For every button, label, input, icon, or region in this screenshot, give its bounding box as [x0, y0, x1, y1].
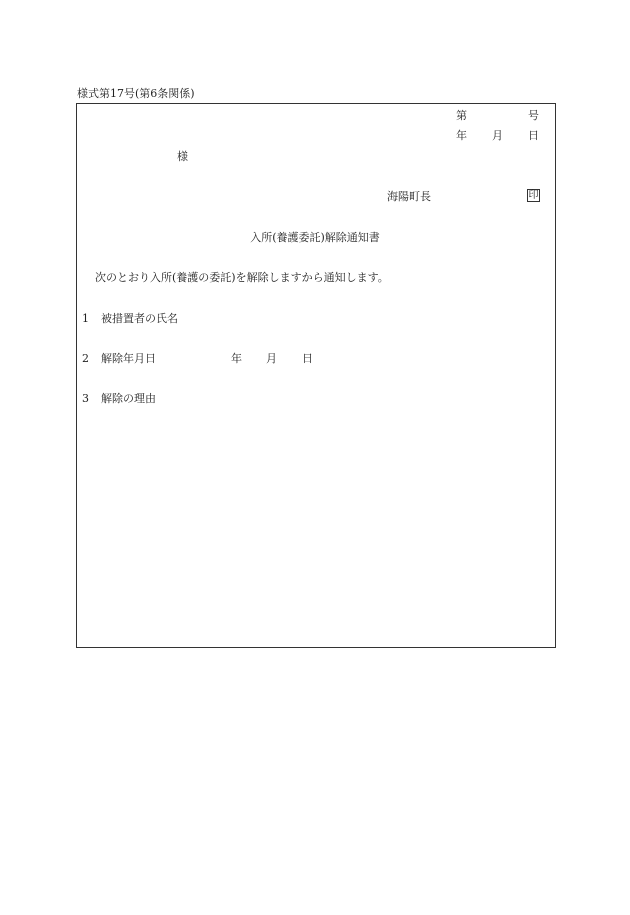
- recipient-honorific: 様: [177, 150, 188, 163]
- item-label-subject-name: 被措置者の氏名: [101, 312, 178, 325]
- issue-date-day: 日: [528, 129, 539, 142]
- item-label-release-reason: 解除の理由: [101, 392, 156, 405]
- issue-date-month: 月: [492, 129, 503, 142]
- document-title: 入所(養護委託)解除通知書: [250, 231, 380, 244]
- release-date-day: 日: [302, 352, 313, 365]
- issuer-title: 海陽町長: [387, 190, 431, 203]
- seal-stamp-box: 印: [528, 190, 539, 201]
- issue-date-year: 年: [456, 129, 467, 142]
- document-number-prefix: 第: [456, 109, 467, 122]
- document-number-suffix: 号: [528, 109, 539, 122]
- item-number-3: 3: [82, 392, 89, 405]
- notice-body-text: 次のとおり入所(養護の委託)を解除しますから通知します。: [95, 271, 389, 284]
- item-number-1: 1: [82, 312, 89, 325]
- release-date-month: 月: [266, 352, 277, 365]
- notice-form-frame: [76, 103, 556, 648]
- item-number-2: 2: [82, 352, 89, 365]
- form-number-label: 様式第17号(第6条関係): [77, 87, 195, 100]
- item-label-release-date: 解除年月日: [101, 352, 156, 365]
- release-date-year: 年: [231, 352, 242, 365]
